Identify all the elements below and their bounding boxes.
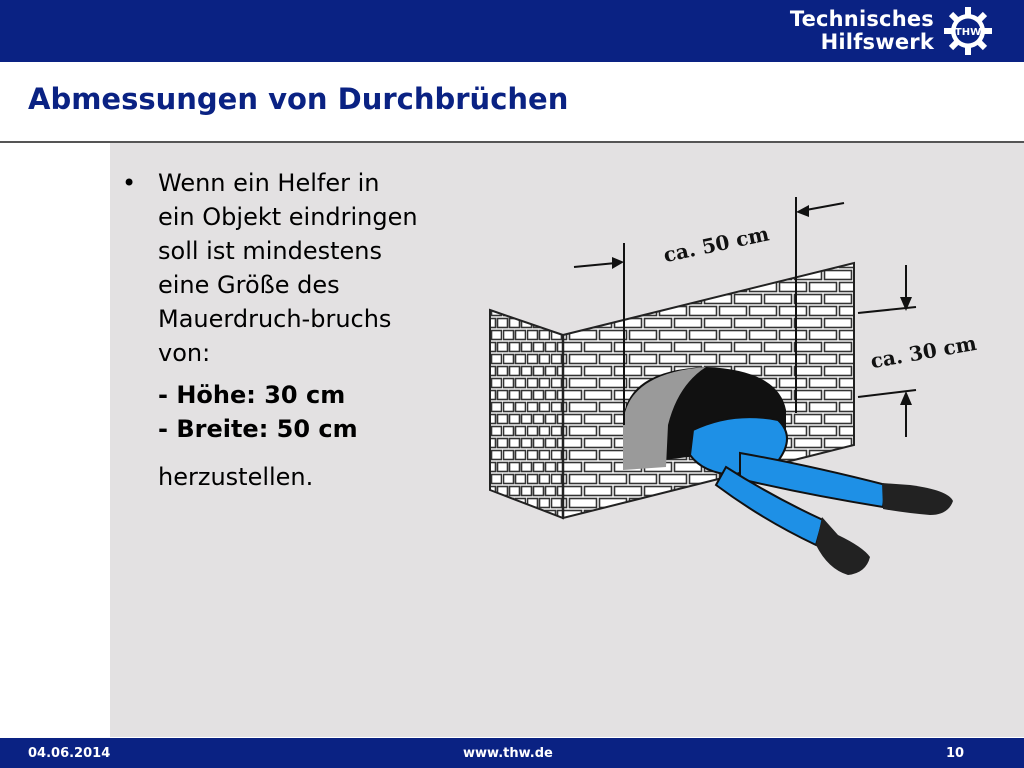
bullet-item: [122, 166, 422, 370]
height-label: ca. 30 cm: [868, 330, 978, 374]
thw-logo: [790, 4, 994, 58]
logo-line-1: Technisches: [789, 7, 934, 31]
bullet-text: Wenn ein Helfer in ein Objekt eindringen soll ist mindestens eine Größe des Mauerdruch-bruchs von:: [158, 169, 418, 367]
left-wall: [490, 310, 563, 518]
width-label: ca. 50 cm: [661, 221, 772, 268]
logo-wordmark: [790, 8, 934, 54]
footer-date: 04.06.2014: [28, 746, 111, 761]
gear-emblem-icon: [942, 5, 994, 57]
wall-breach-illustration: [478, 185, 978, 585]
bullet-icon: •: [122, 169, 137, 197]
slide-text: [122, 166, 422, 494]
height-requirement: - Höhe: 30 cm: [158, 381, 346, 409]
logo-line-2: Hilfswerk: [820, 30, 934, 54]
svg-text:THW: THW: [954, 27, 982, 38]
footer-page-number: 10: [946, 746, 965, 761]
width-requirement: - Breite: 50 cm: [158, 415, 358, 443]
closing-text: herzustellen.: [158, 463, 314, 491]
page-title: Abmessungen von Durchbrüchen: [28, 82, 569, 116]
footer-url[interactable]: www.thw.de: [463, 746, 553, 761]
header-bar: [0, 0, 1024, 62]
dimensions: [158, 378, 422, 446]
